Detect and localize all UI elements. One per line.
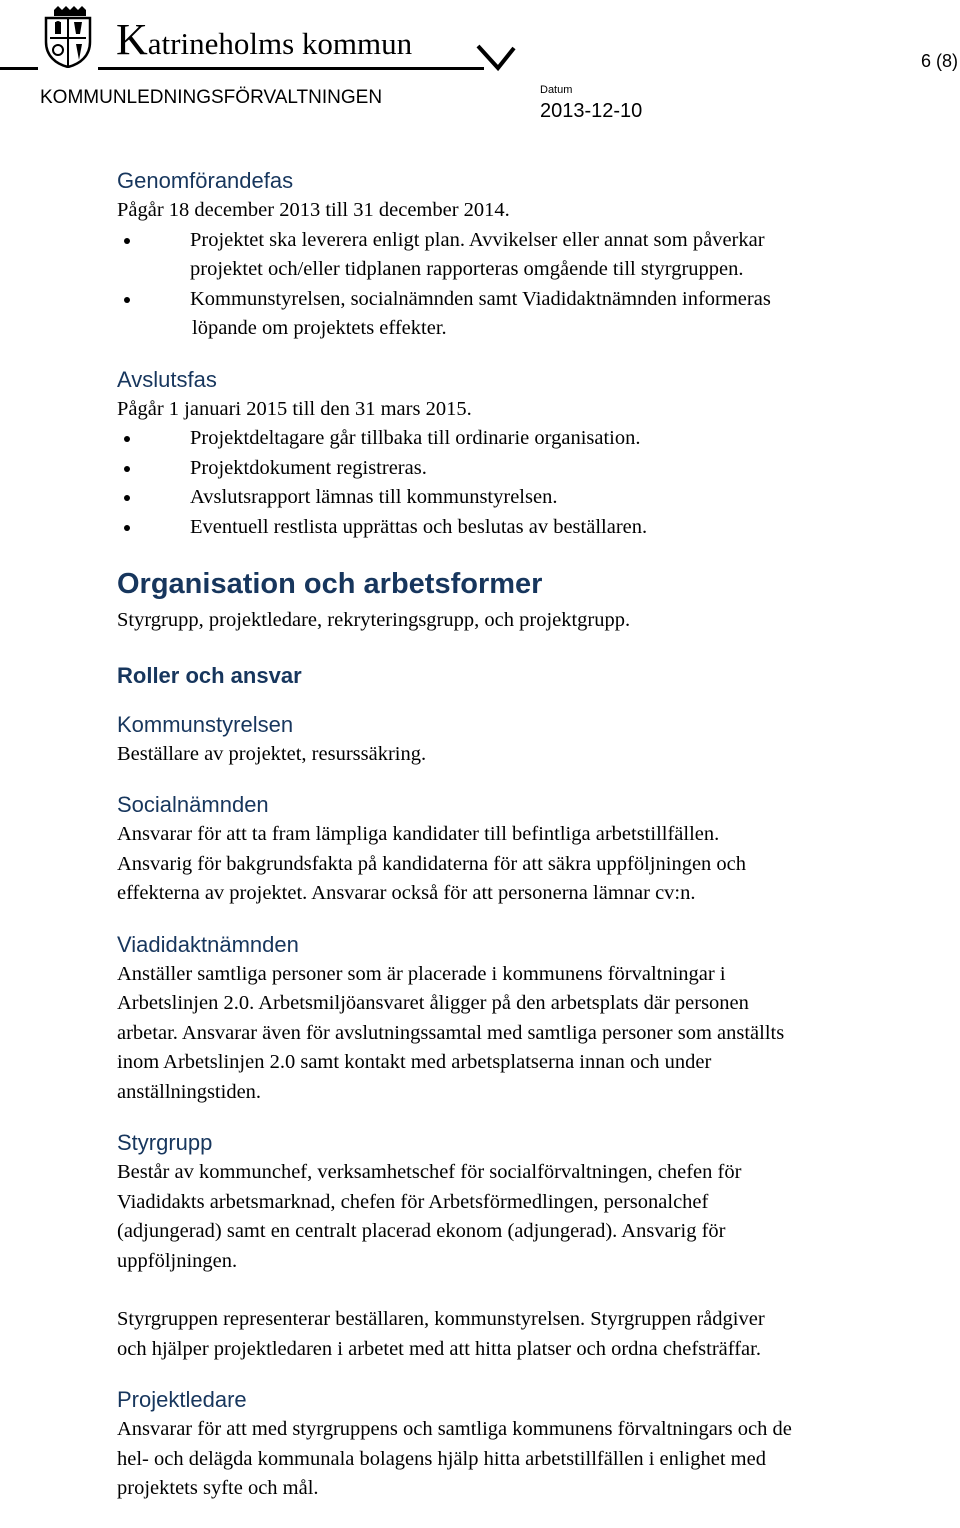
heading-viadidaktnamnden: Viadidaktnämnden [117,931,299,957]
paragraph-line: Arbetslinjen 2.0. Arbetsmiljöansvaret åligger på den arbetsplats där personen [117,992,749,1014]
paragraph-line: arbetar. Ansvarar även för avslutningssamtal med samtliga personer som anställts [117,1021,785,1044]
paragraph-line: Ansvarar för att med styrgruppens och samtliga kommunens förvaltningars och de [117,1418,792,1440]
section-kommunstyrelsen [117,710,960,770]
header-rule-left [0,67,38,70]
list-item: Eventuell restlista upprättas och beslutas av beställaren. [117,513,960,543]
heading-kommunstyrelsen: Kommunstyrelsen [117,711,294,737]
heading-projektledare: Projektledare [117,1387,247,1412]
date-label: Datum [540,84,573,96]
paragraph-line: effekterna av projektet. Ansvarar också för att personerna lämnar cv:n. [117,882,696,904]
list-item: Projektet ska leverera enligt plan. Avvikelser eller annat som påverkar projektet och/eller tidplanen rapporteras omgående till styrgruppen. [117,226,960,285]
paragraph-line: projektets syfte och mål. [117,1477,319,1499]
heading-avslutsfas: Avslutsfas [117,366,217,392]
heading-genomforandefas: Genomförandefas [117,168,294,193]
paragraph-line: Ansvarar för att ta fram lämpliga kandidater till befintliga arbetstillfällen. [117,823,720,845]
section-projektledare [117,1385,960,1504]
document-body [117,166,960,1504]
paragraph-line: (adjungerad) samt en centralt placerad ekonom (adjungerad). Ansvarig för [117,1220,726,1242]
paragraph: Styrgrupp, projektledare, rekryteringsgrupp, och projektgrupp. [117,609,631,631]
paragraph-line: Anställer samtliga personer som är placerade i kommunens förvaltningar i [117,962,726,985]
header-rule [98,67,484,70]
heading-styrgrupp: Styrgrupp [117,1130,213,1155]
section-styrgrupp [117,1128,960,1364]
heading-organisation: Organisation och arbetsformer [117,568,543,600]
paragraph-line: och hjälper projektledaren i arbetet med att hitta platser och ordna chefsträffar. [117,1337,761,1360]
paragraph-line: Viadidakts arbetsmarknad, chefen för Arbetsförmedlingen, personalchef [117,1190,709,1213]
section-socialnamnden [117,790,960,909]
page-header [0,0,960,130]
coat-of-arms-icon [36,4,100,68]
paragraph-line: Består av kommunchef, verksamhetschef för socialförvaltningen, chefen för [117,1161,742,1183]
bullet-list [117,424,960,542]
paragraph-line: Ansvarig för bakgrundsfakta på kandidaterna för att säkra uppföljningen och [117,852,747,875]
heading-roller: Roller och ansvar [117,662,302,688]
department-name: KOMMUNLEDNINGSFÖRVALTNINGEN [40,87,383,108]
section-roller [117,661,960,691]
list-item: Projektdeltagare går tillbaka till ordinarie organisation. [117,424,960,454]
organization-name: Katrineholms kommun [116,15,413,64]
paragraph-line: uppföljningen. [117,1249,238,1272]
list-item: Kommunstyrelsen, socialnämnden samt Viadidaktnämnden informeras löpande om projektets effekter. [117,285,960,344]
section-organisation [117,564,960,636]
period-text: Pågår 1 januari 2015 till den 31 mars 2015. [117,397,472,420]
list-item: Projektdokument registreras. [117,454,960,484]
page-number: 6 (8) [920,51,958,71]
section-genomforandefas [117,166,960,344]
period-text: Pågår 18 december 2013 till 31 december 2014. [117,199,510,221]
list-item: Avslutsrapport lämnas till kommunstyrelsen. [117,483,960,513]
date-value: 2013-12-10 [540,100,643,122]
section-viadidaktnamnden [117,930,960,1108]
paragraph-line: anställningstiden. [117,1080,262,1103]
section-avslutsfas [117,365,960,543]
paragraph: Beställare av projektet, resurssäkring. [117,742,427,765]
paragraph-line: Styrgruppen representerar beställaren, kommunstyrelsen. Styrgruppen rådgiver [117,1308,765,1330]
swoosh-icon [476,42,516,72]
paragraph-line: hel- och delägda kommunala bolagens hjälp hitta arbetstillfällen i enlighet med [117,1447,766,1470]
bullet-list [117,226,960,344]
heading-socialnamnden: Socialnämnden [117,792,269,817]
paragraph-line: inom Arbetslinjen 2.0 samt kontakt med arbetsplatserna innan och under [117,1051,712,1073]
